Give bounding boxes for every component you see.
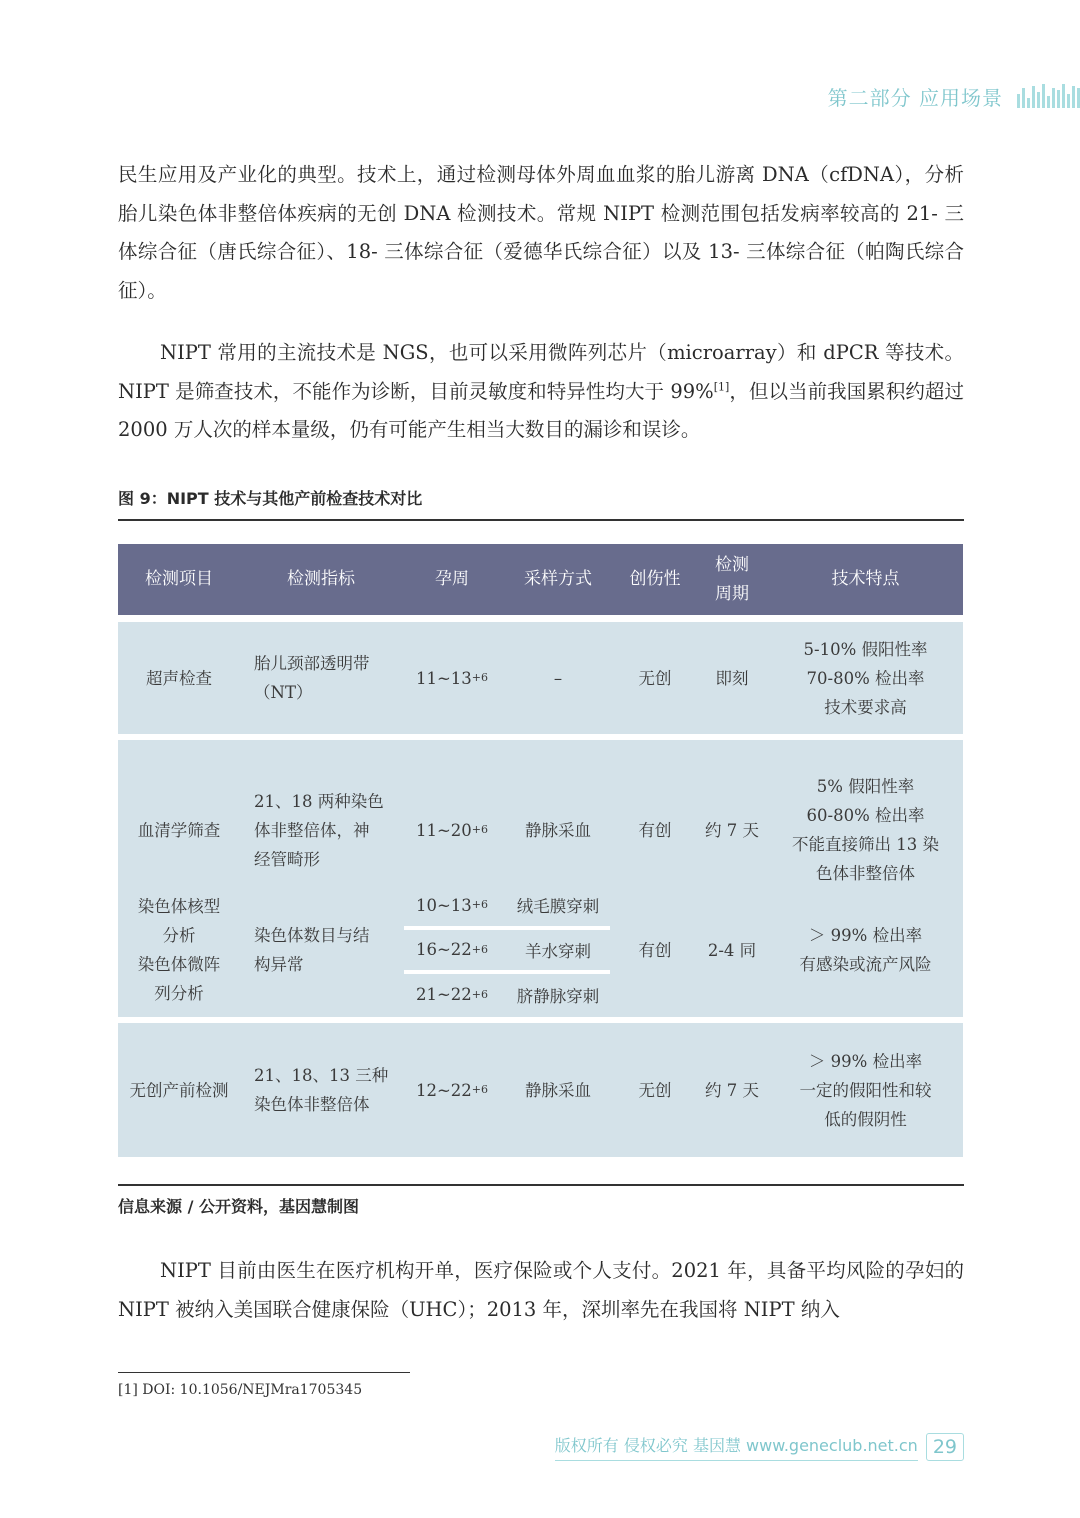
cell-item: 血清学筛查 [137, 820, 221, 840]
cell-features: 5% 假阳性率 60-80% 检出率 不能直接筛出 13 染 色体非整倍体 [792, 777, 939, 883]
figure-title: 图 9：NIPT 技术与其他产前检查技术对比 [118, 486, 964, 521]
header-bar [1017, 94, 1020, 108]
header-bar [1062, 84, 1065, 108]
header-bar [1072, 86, 1075, 108]
cell-item: 染色体核型 分析 染色体微阵 列分析 [137, 897, 221, 1003]
table-header [118, 544, 963, 615]
cell-weeks: 11~20 +6 [415, 820, 489, 840]
cell-features: ＞ 99% 检出率 一定的假阳性和较 低的假阴性 [799, 1051, 932, 1129]
cell-weeks: 10~13 +6 [415, 895, 489, 915]
cell-sampling: – [553, 668, 563, 688]
paragraph-2-part-a: NIPT 常用的主流技术是 NGS，也可以采用微阵列芯片（microarray）和 dPCR 等技术。NIPT 是筛查技术，不能作为诊断，目前灵敏度和特异性均大于 99% [118, 341, 964, 403]
cell-indicator: 21、18 两种染色 体非整倍体，神 经管畸形 [254, 791, 384, 869]
footnote-ref[interactable]: [1] [713, 380, 730, 393]
cell-indicator: 21、18、13 三种 染色体非整倍体 [254, 1066, 389, 1114]
cell-sampling: 脐静脉穿刺 [516, 986, 600, 1006]
cell-sampling: 静脉采血 [525, 1080, 591, 1100]
section-title: 第二部分 应用场景 [827, 85, 1003, 110]
cell-weeks: 12~22 +6 [415, 1080, 489, 1100]
cell-sampling: 绒毛膜穿刺 [516, 897, 600, 917]
paragraph-2-part-b: ，但以当前我国累积约超过 2000 万人次的样本量级，仍有可能产生相当大数目的漏诊和误诊。 [118, 379, 964, 441]
header-invasive: 创伤性 [629, 569, 681, 589]
header-bar [1037, 92, 1040, 108]
cell-features: ＞ 99% 检出率 有感染或流产风险 [799, 926, 932, 974]
paragraph-2 [118, 334, 964, 450]
cell-weeks: 11~13 +6 [415, 668, 489, 688]
copyright-text: 版权所有 侵权必究 基因慧 www.geneclub.net.cn [555, 1433, 918, 1461]
table-row [118, 622, 963, 734]
cell-item: 超声检查 [146, 668, 212, 688]
header-bar [1052, 88, 1055, 108]
footnote: [1] DOI: 10.1056/NEJMra1705345 [118, 1382, 363, 1398]
cell-invasive: 无创 [638, 1080, 672, 1100]
header-bar [1042, 84, 1045, 108]
header-bar [1047, 96, 1050, 108]
header-bar [1057, 90, 1060, 108]
header-item: 检测项目 [145, 569, 213, 589]
paragraph-1-text: 民生应用及产业化的典型。技术上，通过检测母体外周血血浆的胎儿游离 DNA（cfDNA），分析胎儿染色体非整倍体疾病的无创 DNA 检测技术。常规 NIPT 检测范围包括发病率较高的 21- 三体综合征（唐氏综合征）、18- 三体综合征（爱德华氏综合征）以及 13- 三体综合征（帕陶氏综合征）。 [118, 163, 964, 302]
cell-sampling: 羊水穿刺 [525, 941, 591, 961]
cell-weeks: 16~22 +6 [415, 940, 489, 960]
header-bar [1027, 98, 1030, 108]
cell-weeks: 21~22 +6 [415, 985, 489, 1005]
cell-period: 约 7 天 [705, 1080, 759, 1100]
page-footer [555, 1432, 964, 1462]
header-bar [1032, 86, 1035, 108]
header-features: 技术特点 [831, 569, 900, 589]
cell-features: 5-10% 假阳性率 70-80% 检出率 技术要求高 [803, 639, 928, 717]
figure-source: 信息来源 / 公开资料，基因慧制图 [118, 1184, 964, 1217]
cell-period: 约 7 天 [705, 820, 759, 840]
header-bar [1022, 88, 1025, 108]
header-sampling: 采样方式 [524, 569, 592, 589]
paragraph-3-text: NIPT 目前由医生在医疗机构开单，医疗保险或个人支付。2021 年，具备平均风险的孕妇的 NIPT 被纳入美国联合健康保险（UHC）；2013 年，深圳率先在我国将 NIPT 纳入 [118, 1259, 964, 1321]
cell-period: 即刻 [715, 668, 749, 688]
page-number: 29 [926, 1433, 964, 1461]
cell-invasive: 有创 [638, 820, 672, 840]
table-row [118, 1023, 963, 1157]
cell-item: 无创产前检测 [129, 1080, 229, 1100]
cell-sampling: 静脉采血 [525, 820, 591, 840]
header-period: 检测 周期 [715, 554, 749, 604]
table-row [118, 883, 963, 1017]
paragraph-3 [118, 1252, 964, 1329]
header-decoration [1017, 84, 1080, 108]
cell-period: 2-4 同 [707, 940, 757, 960]
paragraph-2-text [118, 334, 964, 450]
cell-indicator: 胎儿颈部透明带 （NT） [254, 654, 370, 702]
header-indicator: 检测指标 [287, 569, 355, 589]
footnote-divider [118, 1372, 410, 1373]
cell-indicator: 染色体数目与结 构异常 [254, 926, 370, 974]
page-header [828, 80, 1080, 112]
header-bar [1067, 94, 1070, 108]
cell-invasive: 无创 [638, 668, 672, 688]
cell-invasive: 有创 [638, 940, 672, 960]
paragraph-1 [118, 156, 964, 310]
header-weeks: 孕周 [435, 569, 469, 589]
